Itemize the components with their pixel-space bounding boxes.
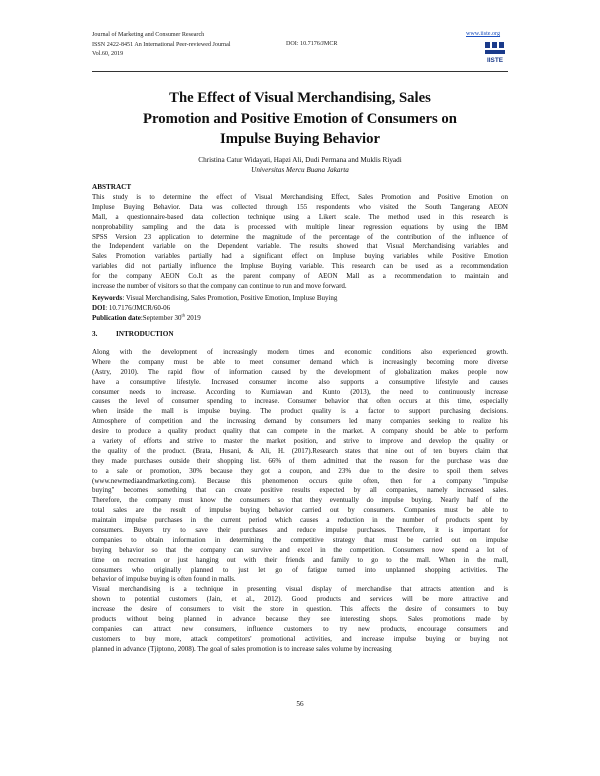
doi-text: : 10.7176/JMCR/60-06	[105, 304, 171, 312]
text-line: have a consumptive lifestyle. Increased consumer income also supports a consumptive lifestyle and causes	[92, 377, 508, 386]
logo-text: IISTE	[487, 57, 503, 64]
text-line: (www.newmediaandmarketing.com). Because this phenomenon occurs quite often, then for a company "impulse	[92, 476, 508, 485]
text-line: planned in advance (Tjiptono, 2008). The goal of sales promotion is to increase sales volume by increasing	[92, 644, 392, 653]
journal-volume: Vol.60, 2019	[92, 51, 124, 58]
pubdate-text: :September 30	[140, 314, 182, 322]
text-line: consumer needs to increase. According to Kurniawan and Kunto (2013), the need to continuously increase	[92, 387, 508, 396]
text-line: SPSS Version 23 application to determine the magnitude of the percentage of the contribution of the influence of	[92, 232, 508, 241]
pubdate-label: Publication date	[92, 314, 141, 322]
section-heading	[92, 330, 174, 338]
text-line: increase the number of visitors so that the company can continue to run and move forward.	[92, 282, 347, 291]
page-number: 56	[296, 700, 304, 708]
journal-issn: ISSN 2422-8451 An International Peer-reviewed Journal	[92, 41, 231, 48]
text-line: Therefore, the company must know the consumers so that they eventually do impulse buying. Nearly half of the	[92, 496, 508, 505]
text-line: Impluse Buying Behavior. Data was collected through 155 respondents who visited the South Tangerang AEON	[92, 202, 508, 211]
iiste-logo	[484, 41, 506, 65]
header-divider	[92, 71, 508, 72]
text-line: consumers. Buyers try to save their purchases and reduce impulse purchases. Therefore, it is important for	[92, 526, 508, 535]
text-line: maintain impulse purchases in the current period which causes a reduction in the number of products spent by	[92, 516, 508, 525]
keywords-label: Keywords	[92, 294, 123, 302]
text-line: Atmosphere of competition and the increasing demand by consumers led many companies seeking to realize his	[92, 417, 508, 426]
introduction-body	[92, 348, 508, 655]
title-line: Impulse Buying Behavior	[220, 131, 380, 147]
title-line: The Effect of Visual Merchandising, Sales	[169, 90, 431, 106]
text-line: Visual merchandising is a technique in presenting visual display of merchandise that attracts attention and is	[92, 585, 508, 594]
text-line: buying" becomes something that can create positive results expected by all companies, namely increased sales.	[92, 486, 508, 495]
journal-doi: DOI: 10.7176/JMCR	[286, 40, 338, 47]
title-line: Promotion and Positive Emotion of Consumers on	[143, 110, 457, 127]
text-line: behavior of impulse buying is often found in malls.	[92, 575, 236, 584]
text-line: desire to produce a quality product quality that can compete in the market. A company should be able to perform	[92, 427, 508, 436]
text-line: Where the company must be able to meet consumer demand which is increasingly becoming more diverse	[92, 357, 508, 366]
text-line: shown to potential customers (Jain, et al., 2012). Good products and services will be more attractive and	[92, 595, 508, 604]
text-line: buying behavior so that the company can survive and excel in the competition. Consumers now spend a lot of	[92, 545, 508, 554]
journal-header	[92, 31, 230, 60]
text-line: time on recreation or just hanging out with their friends and family to go to the mall. When in the mall,	[92, 555, 508, 564]
author-affiliation: Universitas Mercu Buana Jakarta	[251, 165, 349, 174]
text-line: Mall, a questionnaire-based data collection technique using a Likert scale. The method used in this research is	[92, 212, 508, 221]
text-line: This study is to determine the effect of Visual Merchandising Effect, Sales Promotion and Positive Emotion on	[92, 193, 508, 201]
text-line: nonprobability sampling and the data is processed with multiple linear regression equations by using the IBM	[92, 222, 508, 231]
paper-title	[92, 88, 508, 150]
text-line: when inside the mall is impulse buying. The product quality is a factor to support purchasing decisions.	[92, 407, 508, 416]
section-number: 3.	[92, 330, 98, 338]
publication-date-line	[92, 313, 201, 323]
text-line: the quality of the product. (Brata, Husani, & Ali, H. (2017).Research states that nine out of ten buyers claim that	[92, 446, 508, 455]
text-line: customers to buy more, attack competitors' promotional activities, and increase impulse buying or buying not	[92, 634, 508, 643]
author-names: Christina Catur Widayati, Hapzi Ali, Dudi Permana and Muklis Riyadi	[198, 156, 402, 164]
doi-label: DOI	[92, 304, 106, 312]
text-line: companies can attract new consumers, influence customers to try new products, encourage consumers and	[92, 624, 508, 633]
journal-name: Journal of Marketing and Consumer Research	[92, 32, 205, 38]
abstract-heading: ABSTRACT	[92, 183, 132, 191]
keywords-line	[92, 293, 337, 303]
text-line: variables did not partially influence the Impluse Buying variable. This research can be used as a recommendation	[92, 262, 508, 271]
text-line: for the company AEON Co.It as the parent company of AEON Mall as a recommendation to maintain and	[92, 272, 508, 281]
pubdate-sup: th	[181, 312, 186, 318]
abstract-body	[92, 193, 508, 292]
doi-line	[92, 303, 170, 313]
text-line: consumers who originally planned to just let go of fatigue turned into unplanned shopping activities. The	[92, 565, 508, 574]
text-line: total sales are the result of impulse buying behavior carried out by consumers. Companies must be able to	[92, 506, 508, 515]
keywords-text: : Visual Merchandising, Sales Promotion, Positive Emotion, Impluse Buying	[122, 294, 338, 302]
text-line: Along with the development of increasingly modern times and economic conditions also experienced growth.	[92, 348, 508, 356]
text-line: products without being planned in advance because they see interesting shops. Sales promotions made by	[92, 615, 508, 624]
text-line: the Independent variable on the Dependent variable. The results showed that Visual Merchandising variables and	[92, 242, 508, 251]
text-line: they made purchases outside their shopping list. 66% of them admitted that the reason for the purchase was due	[92, 456, 508, 465]
pubdate-year: 2019	[185, 314, 201, 322]
text-line: companies to obtain information in determining the competitive strategy that must be carried out on impulse	[92, 535, 508, 544]
text-line: (Astry, 2010). The rapid flow of information caused by the development of globalization makes people now	[92, 367, 508, 376]
text-line: a variety of efforts and strive to master the market position, and strive to improve and develop the quality or	[92, 437, 508, 446]
author-block	[92, 156, 508, 175]
text-line: Sales Promotion variables partially had a significant effect on Impluse buying variables while Positive Emotion	[92, 252, 508, 261]
journal-url-link[interactable]: www.iiste.org	[466, 31, 501, 37]
text-line: causes the level of consumer spending to increase. Consumer behavior that often occurs at this time, especially	[92, 397, 508, 406]
text-line: to a sale or promotion, 30% because they got a coupon, and 23% due to the desire to spoil them selves	[92, 466, 508, 475]
section-title: INTRODUCTION	[116, 330, 174, 338]
text-line: increase the desire of consumers to visit the store in question. This affects the desire of consumers to buy	[92, 605, 508, 614]
